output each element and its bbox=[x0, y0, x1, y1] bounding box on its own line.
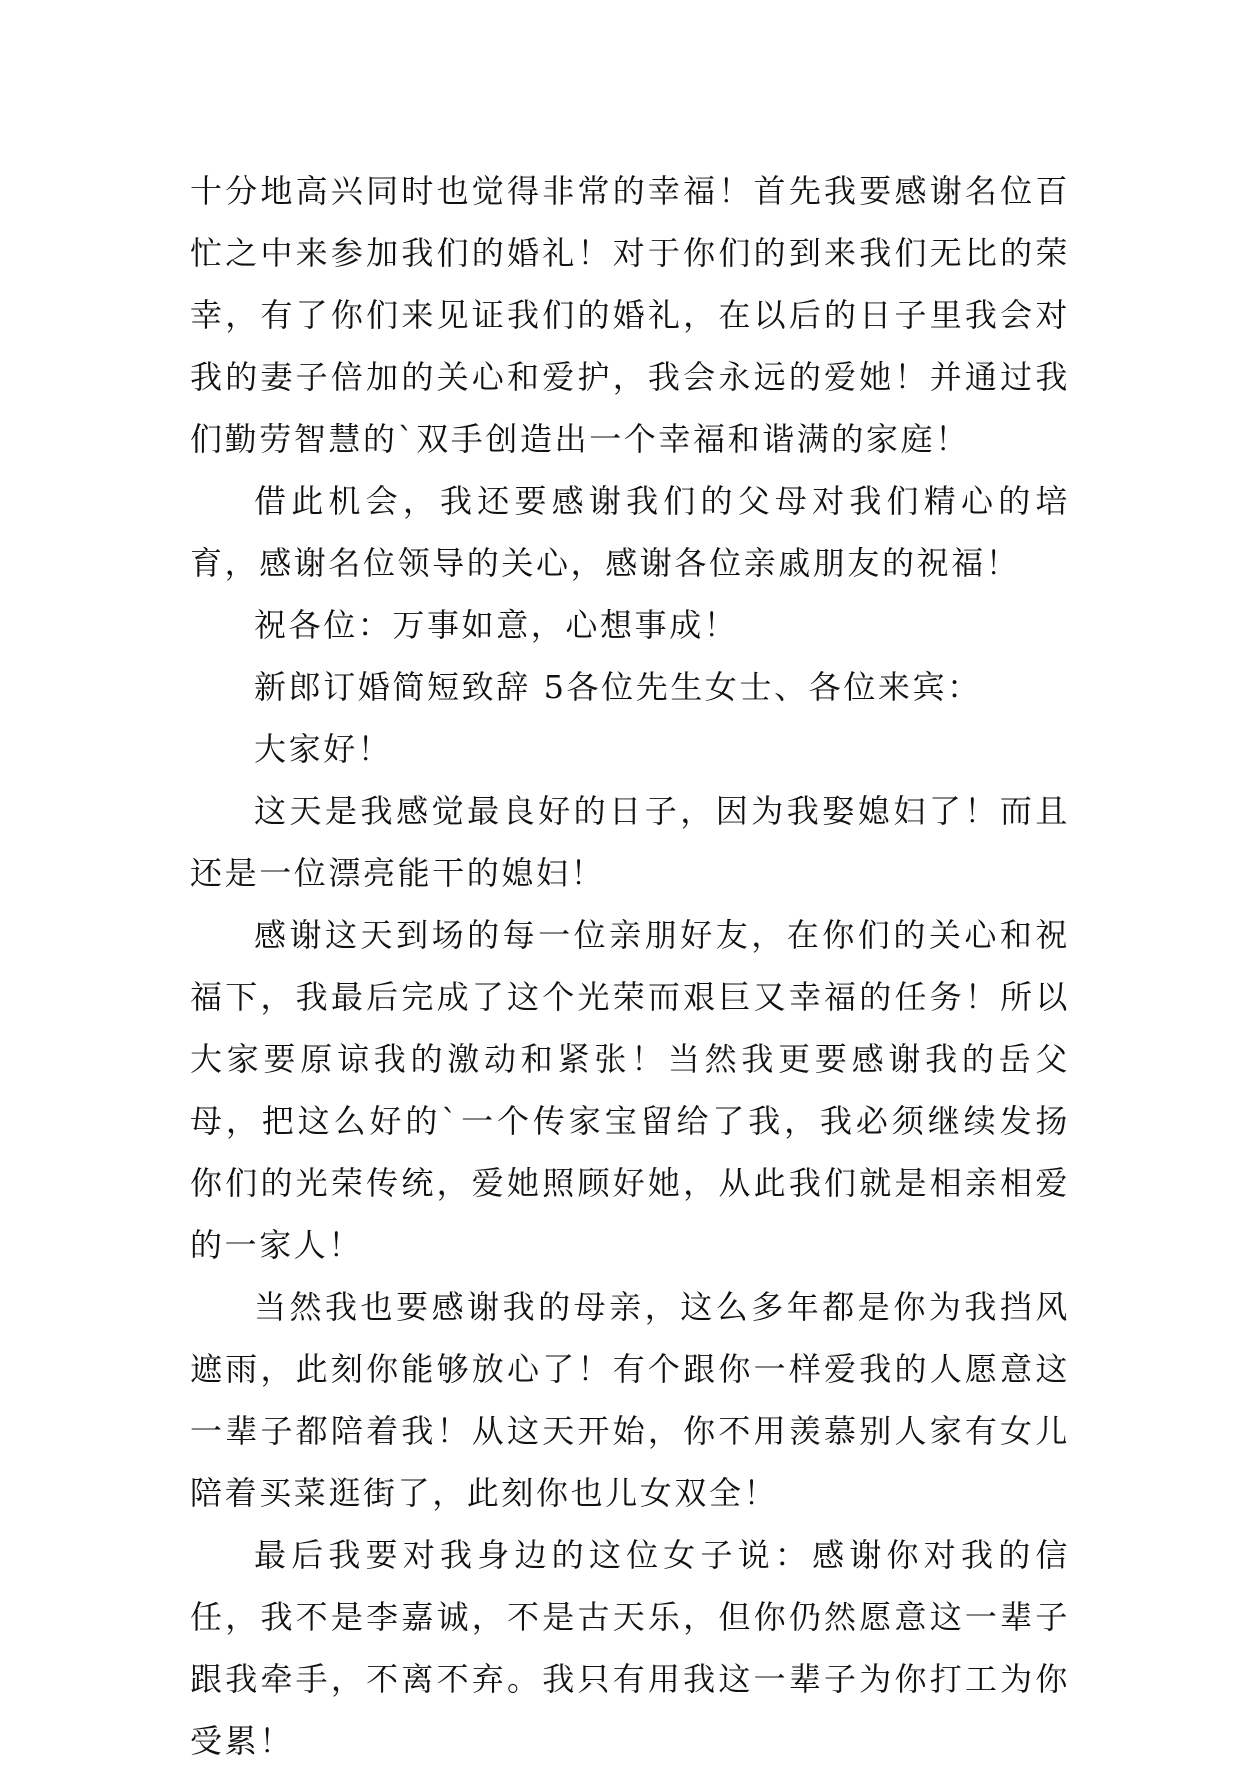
paragraph: 大家好！ bbox=[254, 730, 393, 768]
paragraph: 新郎订婚简短致辞 5各位先生女士、各位来宾： bbox=[254, 668, 982, 706]
paragraph: 借此机会，我还要感谢我们的父母对我们精心的培育，感谢名位领导的关心，感谢各位亲戚朋友的祝福！ bbox=[190, 482, 1070, 582]
paragraph: 最后我要对我身边的这位女子说：感谢你对我的信任，我不是李嘉诚，不是古天乐，但你仍然愿意这一辈子跟我牵手，不离不弃。我只有用我这一辈子为你打工为你受累！ bbox=[190, 1536, 1070, 1760]
paragraph: 十分地高兴同时也觉得非常的幸福！首先我要感谢名位百忙之中来参加我们的婚礼！对于你们的到来我们无比的荣幸，有了你们来见证我们的婚礼，在以后的日子里我会对我的妻子倍加的关心和爱护，我会永远的爱她！并通过我们勤劳智慧的`双手创造出一个幸福和谐满的家庭！ bbox=[190, 172, 1070, 458]
paragraph: 祝各位：万事如意，心想事成！ bbox=[254, 606, 739, 644]
paragraph: 这天是我感觉最良好的日子，因为我娶媳妇了！而且还是一位漂亮能干的媳妇！ bbox=[190, 792, 1070, 892]
paragraph: 感谢这天到场的每一位亲朋好友，在你们的关心和祝福下，我最后完成了这个光荣而艰巨又幸福的任务！所以大家要原谅我的激动和紧张！当然我更要感谢我的岳父母，把这么好的`一个传家宝留给了我，我必须继续发扬你们的光荣传统，爱她照顾好她，从此我们就是相亲相爱的一家人！ bbox=[190, 916, 1070, 1264]
body-text bbox=[190, 160, 1070, 1772]
paragraph: 当然我也要感谢我的母亲，这么多年都是你为我挡风遮雨，此刻你能够放心了！有个跟你一样爱我的人愿意这一辈子都陪着我！从这天开始，你不用羡慕别人家有女儿陪着买菜逛街了，此刻你也儿女双全！ bbox=[190, 1288, 1070, 1512]
